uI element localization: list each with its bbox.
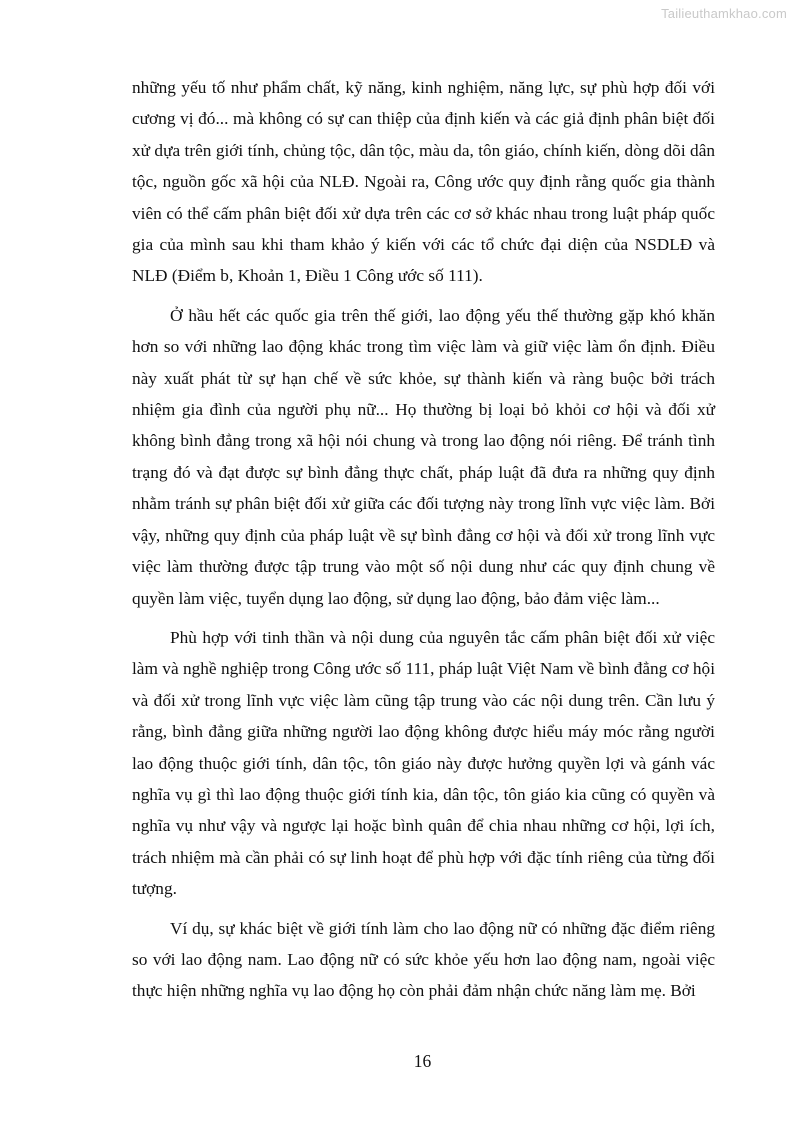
paragraph-4: Ví dụ, sự khác biệt về giới tính làm cho lao động nữ có những đặc điểm riêng so với lao động nam. Lao động nữ có sức khỏe yếu hơn lao động nam, ngoài việc thực hiện những nghĩa vụ lao động họ còn phải đảm nhận chức năng làm mẹ. Bởi bbox=[132, 918, 715, 1001]
page-number: 16 bbox=[413, 1051, 432, 1071]
paragraph-3: Phù hợp với tinh thần và nội dung của nguyên tắc cấm phân biệt đối xử việc làm và nghề nghiệp trong Công ước số 111, pháp luật Việt Nam về bình đẳng cơ hội và đối xử trong lĩnh vực việc làm cũng tập trung vào các nội dung trên. Cần lưu ý rằng, bình đẳng giữa những người lao động không được hiểu máy móc rằng người lao động thuộc giới tính, dân tộc, tôn giáo này được hưởng quyền lợi và gánh vác nghĩa vụ gì thì lao động thuộc giới tính kia, dân tộc, tôn giáo kia cũng có quyền và nghĩa vụ như vậy và ngược lại hoặc bình quân để chia nhau những cơ hội, lợi ích, trách nhiệm mà cần phải có sự linh hoạt để phù hợp với đặc tính riêng của từng đối tượng. bbox=[132, 627, 715, 899]
paragraph-2: Ở hầu hết các quốc gia trên thế giới, lao động yếu thế thường gặp khó khăn hơn so với những lao động khác trong tìm việc làm và giữ việc làm ổn định. Điều này xuất phát từ sự hạn chế về sức khỏe, sự thành kiến và ràng buộc bởi trách nhiệm gia đình của người phụ nữ... Họ thường bị loại bỏ khỏi cơ hội và đối xử không bình đẳng trong xã hội nói chung và trong lao động nói riêng. Để tránh tình trạng đó và đạt được sự bình đẳng thực chất, pháp luật đã đưa ra những quy định nhằm tránh sự phân biệt đối xử giữa các đối tượng này trong lĩnh vực việc làm. Bởi vậy, những quy định của pháp luật về sự bình đẳng cơ hội và đối xử trong lĩnh vực việc làm thường được tập trung vào một số nội dung như các quy định chung về quyền làm việc, tuyển dụng lao động, sử dụng lao động, bảo đảm việc làm... bbox=[132, 305, 715, 608]
watermark-text: Tailieuthamkhao.com bbox=[661, 6, 787, 21]
paragraph-1: những yếu tố như phẩm chất, kỹ năng, kinh nghiệm, năng lực, sự phù hợp đối với cương vị đó... mà không có sự can thiệp của định kiến và các giả định phân biệt đối xử dựa trên giới tính, chủng tộc, dân tộc, màu da, tôn giáo, chính kiến, dòng dõi dân tộc, nguồn gốc xã hội của NLĐ. Ngoài ra, Công ước quy định rằng quốc gia thành viên có thể cấm phân biệt đối xử dựa trên các cơ sở khác nhau trong luật pháp quốc gia của mình sau khi tham khảo ý kiến với các tổ chức đại diện của NSDLĐ và NLĐ (Điểm b, Khoản 1, Điều 1 Công ước số 111). bbox=[132, 78, 715, 286]
document-body bbox=[132, 72, 715, 1015]
